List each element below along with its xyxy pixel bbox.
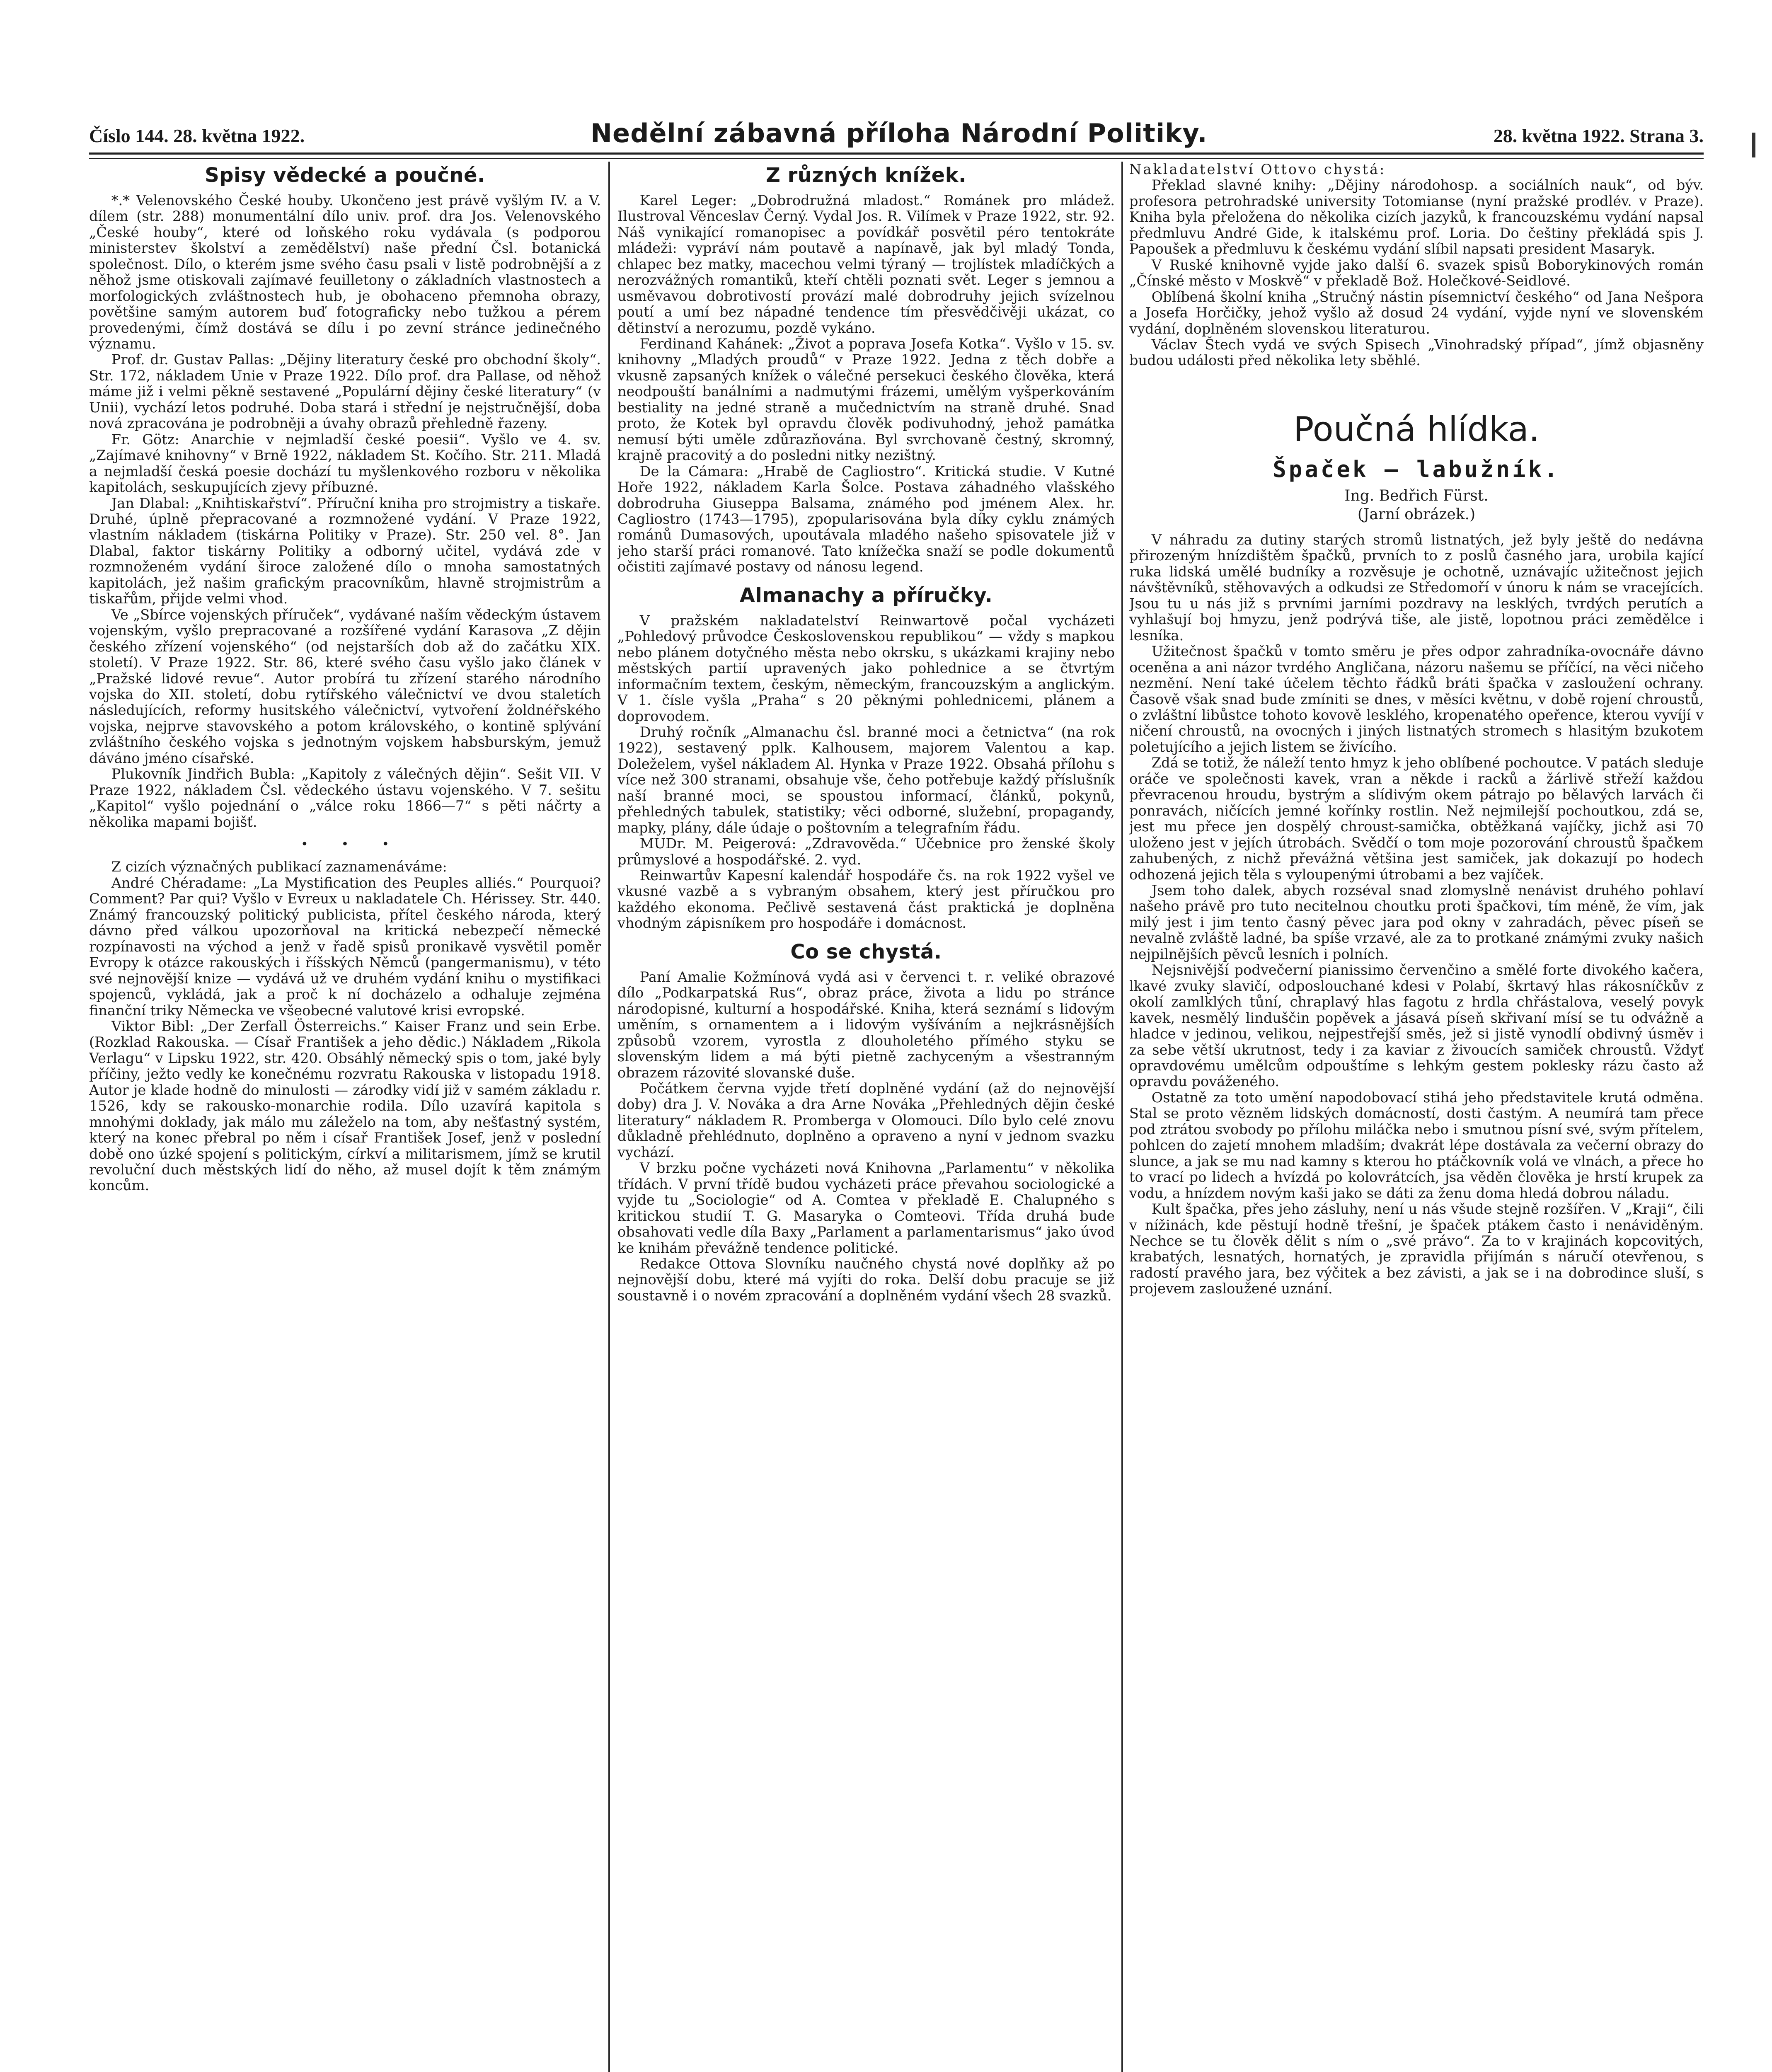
section-heading-spisy: Spisy vědecké a poučné.	[205, 164, 485, 187]
article-paragraph: Redakce Ottova Slovníku naučného chystá nové doplňky až po nejnovější dobu, které má vyjíti do roka. Delší dobu pracuje se již soustavně i o novém zpracování a doplněném vydání všech 28 svazků.	[617, 1255, 1115, 1304]
section-heading-poucna-hlidka: Poučná hlídka.	[1293, 409, 1540, 449]
article-paragraph: De la Cámara: „Hrabě de Cagliostro“. Kritická studie. V Kutné Hoře 1922, nákladem Karla Šolce. Postava záhadného vlašského dobrodruha Giuseppa Balsama, známého pod jménem Alex. hr. Cagliostro (1743—1795), zpopularisována byla díky cyklu známých románů Dumasových, upoutávala mladého našeho spisovatele již v jeho starší práci romanové. Tato knížečka snaží se podle dokumentů očistiti zajímavé postavy od nánosu legend.	[617, 463, 1115, 575]
issue-number-date: Číslo 144. 28. května 1922.	[89, 125, 305, 146]
supplement-title: Nedělní zábavná příloha Národní Politiky.	[591, 118, 1208, 148]
article-paragraph: André Chéradame: „La Mystification des Peuples alliés.“ Pourquoi? Comment? Par qui? Vyšlo v Evreux u nakladatele Ch. Hérissey. Str. 440. Známý francouzský politický publicista, přítel českého národa, který dávno před válkou upozorňoval na kritická nebezpečí německé rozpínavosti na východ a jenž v řadě spisů pronikavě vysvětil poměr Evropy k otázce rakouských i říšských Němců (pangermanismu), v této své nejnovější knize — vydává už ve druhém vydání knihu o mystifikaci spojenců, vykládá, jak a proč k ní docházelo a odhaluje zejména finanční triky Německa ve všeobecné valutové krisi evropské.	[89, 874, 601, 1019]
article-paragraph: Ve „Sbírce vojenských příruček“, vydávané naším vědeckým ústavem vojenským, vyšlo prepracované a rozšířené vydání Karasova „Z dějin českého zřízení vojenského“ (od nejstarších dob až do začátku XIX. století). V Praze 1922. Str. 86, které svého času vyšlo jako článek v „Pražské lidové revue“. Autor probírá tu zřízení starého národního vojska do XII. století, dobu rytířského válečnictví ve dvou staletích následujících, reformy husitského válečnictví, vytvoření žoldnéřského vojska, nejprve stavovského a potom královského, o kontině splývání zvláštního českého vojska s jednotným vojskem habsburským, jemuž dáváno jméno císařské.	[89, 606, 601, 766]
article-paragraph: Překlad slavné knihy: „Dějiny národohosp. a sociálních nauk“, od býv. profesora petrohradské university Totomianse (nyní pražské prodlév. v Praze). Kniha byla přeložena do několika cizích jazyků, k francouzskému vydání napsal předmluvu André Gide, k italskému prof. Loria. Do češtiny překládá spis J. Papoušek a předmluvu k českému vydání slíbil napsati president Masaryk.	[1129, 177, 1704, 257]
article-title: Špaček — labužník.	[1273, 456, 1560, 482]
article-paragraph: Počátkem června vyjde třetí doplněné vydání (až do nejnovější doby) dra J. V. Nováka a dra Arne Nováka „Přehledných dějin české literatury“ nákladem R. Promberga v Olomouci. Dílo bylo celé znovu důkladně přehlédnuto, doplněno a opraveno a nyní v jednom svazku vychází.	[617, 1080, 1115, 1160]
article-paragraph: Oblíbená školní kniha „Stručný nástin písemnictví českého“ od Jana Nešpora a Josefa Horčičky, jehož vyšlo až dosud 24 vydání, vyjde nyní ve slovenském vydání, doplněném slovenskou literaturou.	[1129, 288, 1704, 337]
article-paragraph: Prof. dr. Gustav Pallas: „Dějiny literatury české pro obchodní školy“. Str. 172, nákladem Unie v Praze 1922. Dílo prof. dra Pallase, od něhož máme již i velmi pěkně sestavené „Populární dějiny české literatury“ (v Unii), vychází letos podruhé. Doba stará i střední je nejstručnější, doba nová zpracována je podrobněji a úvahy obrazů přehledně řazeny.	[89, 351, 601, 432]
article-author: Ing. Bedřich Fürst.	[1344, 487, 1489, 504]
article-paragraph: Fr. Götz: Anarchie v nejmladší české poesii“. Vyšlo ve 4. sv. „Zajímavé knihovny“ v Brně 1922, nákladem St. Kočího. Str. 211. Mladá a nejmladší česká poesie dochází tu myšlenkového rozboru v několika kapitolách, seskupujících zjevy příbuzné.	[89, 431, 601, 496]
article-paragraph: V pražském nakladatelství Reinwartově počal vycházeti „Pohledový průvodce Československou republikou“ — vždy s mapkou nebo plánem dotyčného města nebo okrsku, s ukázkami krajiny nebo městských partií upravených jako pohlednice a se čtvrtým informačním textem, českým, německým, francouzským a anglickým. V 1. čísle vyšla „Praha“ s 20 pěknými pohlednicemi, plánem a doprovodem.	[617, 612, 1115, 724]
article-paragraph: Jsem toho dalek, abych rozséval snad zlomyslně nenávist druhého pohlaví našeho právě pro tuto necitelnou choutku proti špačkovi, tím méně, že vím, jak milý jest i jim tento časný pěvec jara pod okny v zahradách, pěvec píseň se nevalně zvláště ladné, ba spíše vrzavé, ale za to protkané známými zvuky našich nejpilnějších pěvců lesních i polních.	[1129, 882, 1704, 962]
article-paragraph: Užitečnost špačků v tomto směru je přes odpor zahradníka-ovocnáře dávno oceněna a ani názor tvrdého Angličana, názoru našemu se příčící, na věci ničeho nezmění. Není také účelem těchto řádků bráti špačka v zasloužení ochrany. Časově však snad bude zmíniti se dnes, v měsíci květnu, v době rojení chroustů, o zvláštní libůstce tohoto kovově lesklého, kropenatého opeřence, kterou vyvíjí v ničení chroustů, na ovocných i jiných listnatých stromech s hlasitým bzukotem poletujícího a jejich listem se živícího.	[1129, 643, 1704, 755]
article-paragraph: Kult špačka, přes jeho zásluhy, není u nás všude stejně rozšířen. V „Kraji“, čili v nížinách, kde pěstují hodně třešní, je špaček ptákem často i nenáviděným. Nechce se tu člověk dělit s ním o „své právo“. Za to v krajinách kopcovitých, krabatých, lesnatých, hornatých, je zpravidla přijímán s náručí otevřenou, s radostí pravého jara, bez výčitek a bez závisti, a jak se i na dobrodince sluší, s projevem zasloužené uznání.	[1129, 1201, 1704, 1297]
column-divider	[608, 162, 610, 2072]
article-paragraph: V brzku počne vycházeti nová Knihovna „Parlamentu“ v několika třídách. V první třídě budou vycházeti práce převahou sociologické a vyjde tu „Sociologie“ od A. Comtea v překladě E. Chalupného s kritickou studií T. G. Masaryka o Comteovi. Třída druhá bude obsahovati vedle díla Baxy „Parlament a parlamentarismus“ jako úvod ke knihám převážně tendence politické.	[617, 1160, 1115, 1256]
article-paragraph: Druhý ročník „Almanachu čsl. branné moci a četnictva“ (na rok 1922), sestavený pplk. Kalhousem, majorem Valentou a kap. Doleželem, vyšel nákladem Al. Hynka v Praze 1922. Obsahá přílohu s více než 300 stranami, obsahuje vše, čeho potřebuje každý příslušník naší branné moci, se spoustou informací, článků, pokynů, přehledných tabulek, statistiky; věci odborné, služební, propagandy, mapky, plány, dále údaje o poštovním a telegrafním řádu.	[617, 724, 1115, 836]
article-subtitle: (Jarní obrázek.)	[1357, 506, 1476, 523]
article-paragraph: Jan Dlabal: „Knihtiskařství“. Příruční kniha pro strojmistry a tiskaře. Druhé, úplně přepracované a rozmnožené vydání. V Praze 1922, vlastním nákladem (tiskárna Politiky v Praze). Str. 250 vel. 8°. Jan Dlabal, faktor tiskárny Politiky a odborný učitel, vydává zde v rozmnoženém vydání široce založené dílo o mnoha samostatných kapitolách, jež našim grafickým pracovníkům, hlavně strojmistrům a tiskařům, přijde velmi vhod.	[89, 495, 601, 607]
article-paragraph: Zdá se totiž, že náleží tento hmyz k jeho oblíbené pochoutce. V patách sleduje oráče ve společnosti kavek, vran a někde i racků a žárlivě střeží každou převracenou hroudu, bystrým a slídivým okem pátrajo po bělavých larvách či ponravách, ničících jemné kořínky rostlin. Než nejmilejší pochoutkou, zdá se, jest mu přece jen dospělý chroust-samička, obtěžkaná vajíčky, jichž asi 70 uloženo jest v jejích útrobách. Svědčí o tom moje pozorování chroustů špačkem zahubených, z nichž převážná většina jest samiček, jak dokazují po hodech odhozená jejich těla s vyloupenými útrobami a bez vajíček.	[1129, 755, 1704, 883]
article-paragraph: V Ruské knihovně vyjde jako další 6. svazek spisů Boborykinových román „Čínské město v Moskvě“ v překladě Bož. Holečkové-Seidlové.	[1129, 257, 1704, 289]
article-paragraph: Viktor Bibl: „Der Zerfall Österreichs.“ Kaiser Franz und sein Erbe. (Rozklad Rakouska. — Císař František a jeho dědic.) Nákladem „Rikola Verlagu“ v Lipsku 1922, str. 420. Obsáhlý německý spis o tom, jaké byly příčiny, ježto vedly ke konečnému rozvratu Rakouska v listopadu 1918. Autor je klade hodně do minulosti — zárodky vidí již v samém základu r. 1526, kdy se rakousko-monarchie rodila. Dílo uzavírá kapitola s mnohými doklady, jak málo mu záleželo na tom, aby nešťastný systém, který na konec přebral po něm i císař František Josef, jenž v poslední době ono úzké spojení s politickým, církví a militarismem, jímž se krutil revoluční duch městských lidí do něho, až musel dojít k těm známým koncům.	[89, 1018, 601, 1194]
page-header	[89, 118, 1704, 155]
column-divider	[1121, 162, 1123, 2072]
article-paragraph: MUDr. M. Peigerová: „Zdravověda.“ Učebnice pro ženské školy průmyslové a hospodářské. 2. vyd.	[617, 835, 1115, 868]
column-1	[89, 162, 601, 2072]
article-paragraph: Ostatně za toto umění napodobovací stihá jeho představitele krutá odměna. Stal se proto vězněm lidských domácností, dosti častým. A neumírá tam přece pod ztrátou svobody po přílohu miláčka nebo i smutnou písní své, svým přítelem, pohlcen do zajetí mnohem mladším; dvakrát lépe dostávala za večerní obrazy do slunce, a jak se mu nad kamny s kterou ho ptáčkovník volá ve vlnách, a přece ho to vrací po lidech a hvízdá po kolovrátcích, jsa věděn člověka je hrstí krupek za vodu, a hnízdem novým kaši jako se dáti za ženu doma hledá dobrou náladu.	[1129, 1089, 1704, 1201]
article-paragraph: Plukovník Jindřich Bubla: „Kapitoly z válečných dějin“. Sešit VII. V Praze 1922, nákladem Čsl. vědeckého ústavu vojenského. V 7. sešitu „Kapitol“ vyšlo pojednání o „válce roku 1866—7“ s pěti náčrty a několika mapami bojišť.	[89, 766, 601, 830]
article-paragraph: Ferdinand Kahánek: „Život a poprava Josefa Kotka“. Vyšlo v 15. sv. knihovny „Mladých proudů“ v Praze 1922. Jedna z těch dobře a vkusně zapsaných knížek o válečné persekuci českého člověka, která neodpouští banálními a nadmutými frázemi, umělým vyšperkováním bestiality na jedné straně a mučednictvím na straně druhé. Snad proto, že Kotek byl opravdu člověk podivuhodný, jehož památka nemusí býti uměle zdůrazňována. Byl svrchovaně čestný, skromný, krajně pracovitý a do posledni nitky nezištný.	[617, 336, 1115, 464]
article-paragraph: Václav Štech vydá ve svých Spisech „Vinohradský případ“, jímž objasněny budou události před několika lety sběhlé.	[1129, 336, 1704, 369]
section-heading-chysta: Co se chystá.	[790, 940, 942, 963]
section-lead: Nakladatelství Ottovo chystá:	[1129, 162, 1386, 177]
column-2	[617, 162, 1115, 2072]
header-rule	[89, 152, 1704, 155]
header-rule-thin	[89, 158, 1704, 159]
column-3	[1129, 162, 1704, 2072]
date-page-number: 28. května 1922. Strana 3.	[1493, 125, 1704, 146]
article-paragraph: Reinwartův Kapesní kalendář hospodáře čs. na rok 1922 vyšel ve vkusné vazbě a s vybraným obsahem, který jest příručkou pro každého ekonoma. Pečlivě sestavená část praktická je doplněna vhodným zápisníkem pro hospodáře i domácnost.	[617, 867, 1115, 932]
article-paragraph: Z cizích význačných publikací zaznamenáváme:	[111, 859, 447, 875]
article-paragraph: Paní Amalie Kožmínová vydá asi v červenci t. r. veliké obrazové dílo „Podkarpatská Rus“, obraz práce, života a lidu po stránce národopisné, kulturní a hospodářské. Kniha, která seznámí s lidovým uměním, s ornamentem a i lidovým vyšíváním a nejkrásnějších způsobů vzorem, vyrostla z dlouholetého přímého styku se slovenským lidem a má býti pietně zachyceným a všestranným obrazem rázovité slovanské duše.	[617, 968, 1115, 1081]
section-heading-knizky: Z různých knížek.	[766, 164, 966, 187]
section-separator: • • •	[300, 837, 390, 852]
section-heading-almanachy: Almanachy a příručky.	[739, 583, 993, 607]
article-paragraph: Nejsnivější podvečerní pianissimo červenčino a smělé forte divokého kačera, lkavé zvuky slavičí, odposlouchané kdesi v Polabí, škrtavý hlas rákosníčkův z okolí zamlklých tůní, chraplavý hlas fagotu z hrdla chřástalova, veselý povyk kavek, nesmělý linduščin popěvek a jásavá píseň skřivaní mísí se tu odvážně a hladce v jedinou, velikou, nejpestřejší směs, jež si jistě vynodlí obdivný úsměv i za sebe větší ukrutnost, tedy i za kaviar z živoucích samiček chroustů. Vždyť opravdovému umělcům odpouštíme s lehkým gestem poklesky rázu často až opravdu pováženého.	[1129, 962, 1704, 1090]
article-paragraph: V náhradu za dutiny starých stromů listnatých, jež byly ještě do nedávna přirozeným hnízdištěm špačků, prvních to z poslů časného jara, urobila kající ruka lidská umělé budníky a rozvěsuje je ochotně, uznávajíc užitečnost jejich návštěvníků, stěhovavých a odkudsi ze Středomoří v únoru k nám se vracejících. Jsou tu u nás již s prvními jarními pozdravy na lesklých, tvrdých perutích a vyhlašují boj hmyzu, jenž podrývá tiše, ale jistě, lopotnou práci zemědělce i lesníka.	[1129, 532, 1704, 644]
scan-edge-mark	[1752, 133, 1755, 157]
article-paragraph: *.* Velenovského České houby. Ukončeno jest právě vyšlým IV. a V. dílem (str. 288) monumentální dílo univ. prof. dra Jos. Velenovského „České houby“, které od loňského roku vydávala (s podporou ministerstev školství a zemědělství) naše přední Čsl. botanická společnost. Dílo, o kterém jsme svého času psali v listě podrobnější a z něhož jsme otiskovali zajímavé feuilletony o základních vlastnostech a morfologických zvláštnostech hub, je obohaceno přemnoha obrazy, povětšine samým autorem buď fotograficky nebo tužkou a pérem provedenými, čímž dostává se dílu i po zevní stránce jedinečného významu.	[89, 192, 601, 352]
article-paragraph: Karel Leger: „Dobrodružná mladost.“ Románek pro mládež. Ilustroval Věnceslav Černý. Vydal Jos. R. Vilímek v Praze 1922, str. 92. Náš vynikající romanopisec a povídkář posvětil péro tentokráte mládeži: vypráví nám poutavě a napínavě, jak byl mladý Tonda, chlapec bez matky, macechou velmi týraný — trojlístek mladíčkých a nerozvážných romantiků, kteří chtěli poznati svět. Leger s jemnou a usměvavou dobrotivostí provází malé dobrodruhy jejich svízelnou poutí a umí bez nápadné tendence tím přesvědčivěji ukázat, co dětinství a nerozumu, pozdě vykáno.	[617, 192, 1115, 336]
